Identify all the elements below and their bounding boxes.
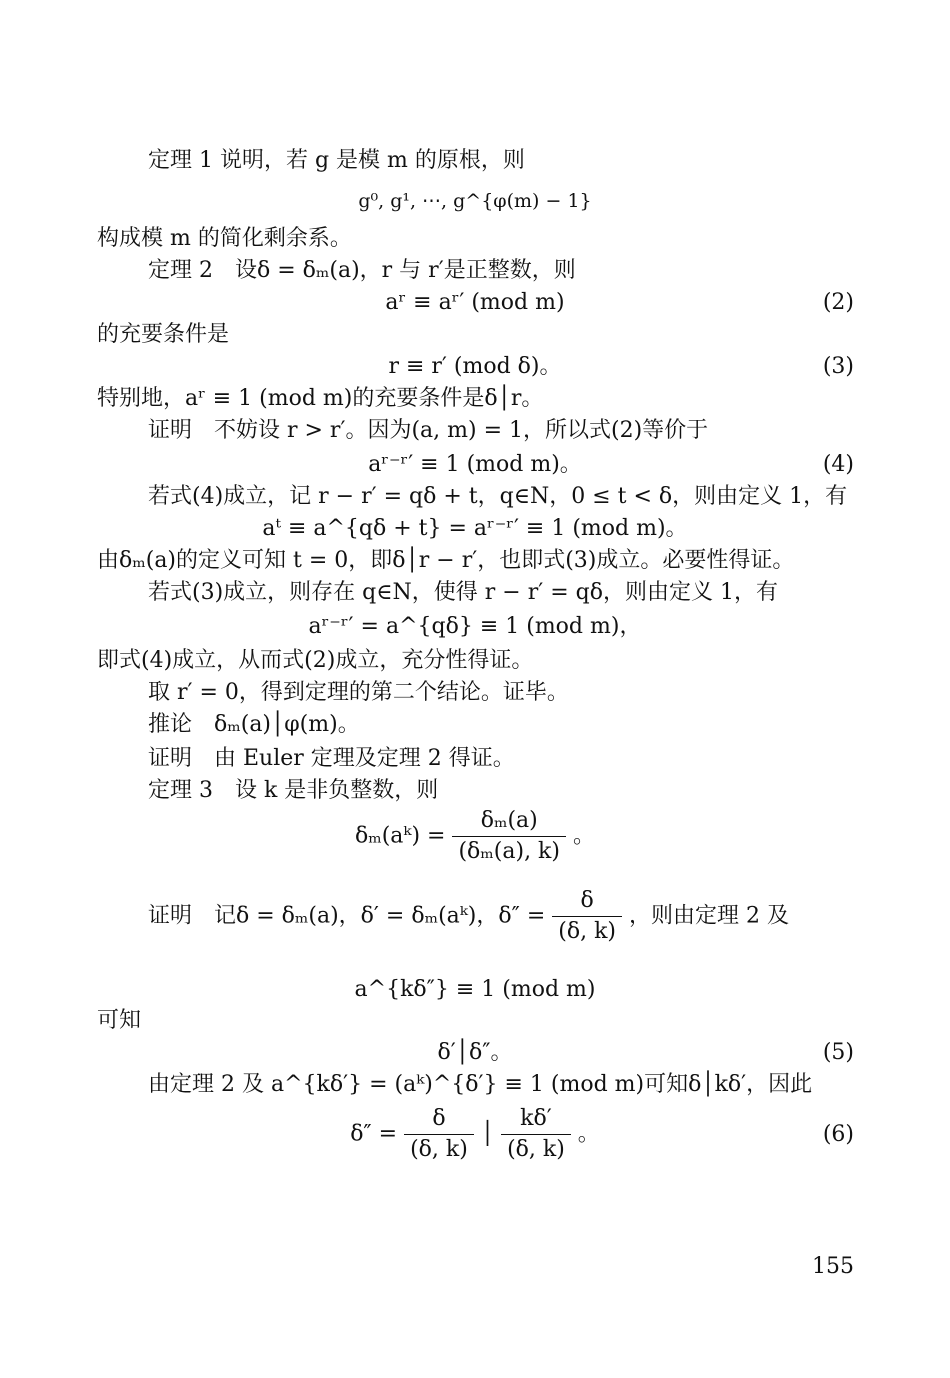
fraction [452, 808, 566, 865]
text-line: 的充要条件是 [97, 322, 230, 347]
equation-number: (3) [822, 354, 854, 379]
page-number: 155 [812, 1254, 854, 1279]
fraction-numerator: δ [552, 888, 622, 917]
text-line: 取 r′ = 0，得到定理的第二个结论。证毕。 [148, 680, 569, 705]
formula-line: aᵗ ≡ a^{qδ + t} = aʳ⁻ʳ′ ≡ 1 (mod m)。 [262, 516, 688, 541]
proof-text: 证明 记δ = δₘ(a)，δ′ = δₘ(aᵏ)，δ″ = [148, 903, 546, 929]
corollary-line: 推论 δₘ(a)│φ(m)。 [148, 712, 360, 737]
formula-line: g⁰, g¹, ⋯, g^{φ(m) − 1} [358, 190, 592, 212]
fraction-denominator: (δ, k) [507, 1137, 565, 1162]
fraction-numerator: kδ′ [501, 1106, 571, 1135]
formula-line: aʳ ≡ aʳ′ (mod m) [385, 290, 565, 315]
proof-line: 证明 不妨设 r > r′。因为(a, m) = 1，所以式(2)等价于 [148, 418, 709, 443]
punctuation: 。 [572, 823, 595, 849]
equation-number: (6) [822, 1122, 854, 1147]
theorem-3-statement: 定理 3 设 k 是非负整数，则 [148, 778, 439, 803]
fraction [501, 1106, 571, 1163]
proof-line [148, 888, 789, 945]
equation-number: (4) [822, 452, 854, 477]
fraction-denominator: (δ, k) [558, 919, 617, 944]
fraction-denominator: (δ, k) [410, 1137, 468, 1162]
text-line: 即式(4)成立，从而式(2)成立，充分性得证。 [97, 648, 534, 673]
fraction-numerator: δₘ(a) [452, 808, 566, 837]
fraction-numerator: δ [404, 1106, 474, 1135]
text-line: 可知 [97, 1008, 142, 1033]
formula-6 [0, 1106, 950, 1163]
proof-line: 证明 由 Euler 定理及定理 2 得证。 [148, 746, 515, 771]
equation-number: (5) [822, 1040, 854, 1065]
text-line: 由定理 2 及 a^{kδ′} = (aᵏ)^{δ′} ≡ 1 (mod m)可知δ│kδ′，因此 [148, 1072, 813, 1097]
formula-lhs: δₘ(aᵏ) = [354, 823, 446, 849]
text-line: 定理 1 说明，若 g 是模 m 的原根，则 [148, 148, 525, 173]
text-line: 若式(3)成立，则存在 q∈N，使得 r − r′ = qδ，则由定义 1，有 [148, 580, 778, 605]
formula-lhs: δ″ = [350, 1121, 398, 1147]
formula-line: r ≡ r′ (mod δ)。 [388, 354, 562, 379]
equation-number: (2) [822, 290, 854, 315]
text-line: 特别地，aʳ ≡ 1 (mod m)的充要条件是δ│r。 [97, 386, 544, 411]
formula-line: δ′│δ″。 [437, 1040, 513, 1065]
text-line: 构成模 m 的简化剩余系。 [97, 226, 352, 251]
theorem-3-formula [0, 808, 950, 865]
text-line: 若式(4)成立，记 r − r′ = qδ + t，q∈N，0 ≤ t < δ，则由定义 1，有 [148, 484, 848, 509]
divides-symbol: │ [480, 1121, 495, 1147]
text-line: 由δₘ(a)的定义可知 t = 0，即δ│r − r′，也即式(3)成立。必要性得证。 [97, 548, 795, 573]
fraction [404, 1106, 474, 1163]
fraction [552, 888, 622, 945]
theorem-2-statement: 定理 2 设δ = δₘ(a)，r 与 r′是正整数，则 [148, 258, 576, 283]
formula-line: aʳ⁻ʳ′ = a^{qδ} ≡ 1 (mod m)， [308, 614, 642, 639]
punctuation: 。 [577, 1121, 600, 1147]
formula-line: a^{kδ″} ≡ 1 (mod m) [354, 977, 596, 1002]
fraction-denominator: (δₘ(a), k) [458, 839, 560, 864]
proof-text-tail: ，则由定理 2 及 [629, 903, 789, 929]
formula-line: aʳ⁻ʳ′ ≡ 1 (mod m)。 [368, 452, 582, 477]
